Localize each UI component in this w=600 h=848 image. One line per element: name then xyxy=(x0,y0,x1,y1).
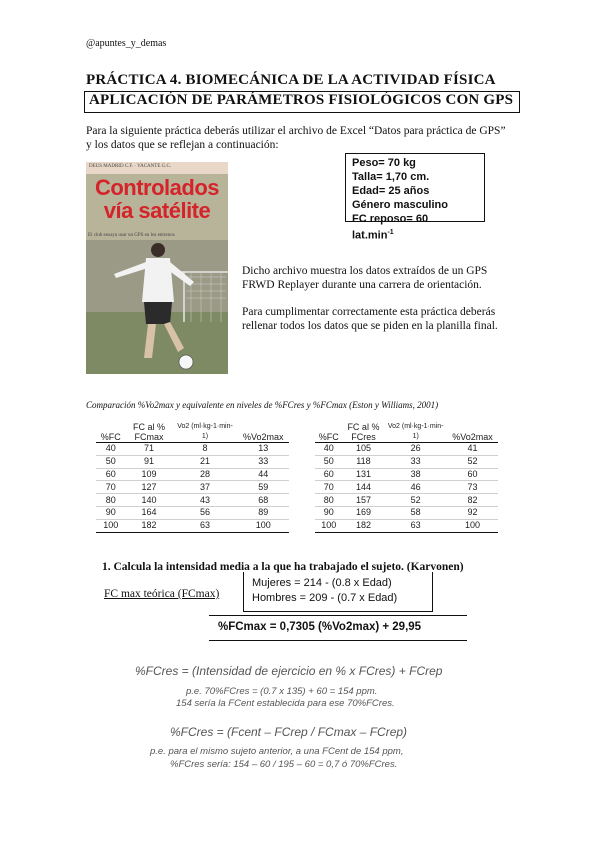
player-illustration xyxy=(86,162,228,374)
fcmax-mujeres: Mujeres = 214 - (0.8 x Edad) xyxy=(252,577,392,589)
table-cell: 100 xyxy=(447,519,498,532)
subject-unit xyxy=(352,226,484,243)
table-cell: 157 xyxy=(342,494,384,507)
table-cell: 90 xyxy=(315,506,342,519)
newspaper-photo xyxy=(86,162,228,374)
table-row xyxy=(96,519,289,532)
table-cell: 70 xyxy=(96,481,126,494)
watermark: @apuntes_y_demas xyxy=(86,38,167,49)
subject-peso: Peso= 70 kg xyxy=(352,157,416,169)
fcmax-formula-box xyxy=(243,572,433,612)
intro-paragraph: Para la siguiente práctica deberás utilizar el archivo de Excel “Datos para práctica de GPS” y los datos que se reflejan a continuación: xyxy=(86,125,506,151)
subject-data-box xyxy=(345,153,485,242)
subject-edad: Edad= 25 años xyxy=(352,185,430,197)
table-cell: 56 xyxy=(173,506,238,519)
question-1: 1. Calcula la intensidad media a la que ha trabajado el sujeto. (Karvonen) xyxy=(102,561,464,573)
table-cell: 82 xyxy=(447,494,498,507)
table-cell: 182 xyxy=(342,519,384,532)
table-cell: 59 xyxy=(238,481,290,494)
subject-fc-reposo: FC reposo= 60 xyxy=(352,213,429,225)
table-cell: 89 xyxy=(238,506,290,519)
formula-fcres: %FCres = (Intensidad de ejercicio en % x FCres) + FCrep xyxy=(135,664,443,678)
table-cell: 41 xyxy=(447,443,498,456)
table-cell: 80 xyxy=(96,494,126,507)
subject-genero: Género masculino xyxy=(352,199,448,211)
table-row xyxy=(315,455,498,468)
table-cell: 43 xyxy=(173,494,238,507)
table-cell: 100 xyxy=(96,519,126,532)
formula-fcmax: %FCmax = 0,7305 (%Vo2max) + 29,95 xyxy=(218,621,422,633)
table-fcres xyxy=(315,418,498,533)
table-cell: 100 xyxy=(238,519,290,532)
col-header: Vo2 (ml·kg-1·min-1) xyxy=(173,418,238,443)
table-cell: 33 xyxy=(238,455,290,468)
table-row xyxy=(315,468,498,481)
paragraph-gps-file: Dicho archivo muestra los datos extraídos de un GPS FRWD Replayer durante una carrera de orientación. xyxy=(242,265,488,291)
table-cell: 50 xyxy=(96,455,126,468)
table-cell: 60 xyxy=(315,468,342,481)
table-cell: 63 xyxy=(384,519,447,532)
table-cell: 13 xyxy=(238,443,290,456)
table-cell: 140 xyxy=(126,494,173,507)
col-header: %FC xyxy=(315,418,342,443)
table-cell: 80 xyxy=(315,494,342,507)
table-cell: 37 xyxy=(173,481,238,494)
table-row xyxy=(96,481,289,494)
table-cell: 38 xyxy=(384,468,447,481)
table-cell: 182 xyxy=(126,519,173,532)
table-cell: 28 xyxy=(173,468,238,481)
subject-talla: Talla= 1,70 cm. xyxy=(352,171,430,183)
table-cell: 60 xyxy=(96,468,126,481)
table-cell: 127 xyxy=(126,481,173,494)
table-cell: 58 xyxy=(384,506,447,519)
photo-subhead: El club ensaya usar un GPS en los entrenos xyxy=(88,233,175,238)
subject-unit-sup: -1 xyxy=(387,229,394,236)
table-row xyxy=(315,494,498,507)
table-row xyxy=(315,519,498,532)
table-cell: 73 xyxy=(447,481,498,494)
table-cell: 71 xyxy=(126,443,173,456)
table-row xyxy=(96,506,289,519)
divider-bottom xyxy=(209,640,467,641)
table-cell: 91 xyxy=(126,455,173,468)
table-cell: 33 xyxy=(384,455,447,468)
example2-line1: p.e. para el mismo sujeto anterior, a una FCent de 154 ppm, xyxy=(150,746,404,757)
table-cell: 109 xyxy=(126,468,173,481)
table-fcmax xyxy=(96,418,289,533)
table-cell: 92 xyxy=(447,506,498,519)
divider-top xyxy=(209,615,467,616)
table-cell: 164 xyxy=(126,506,173,519)
photo-headline-line2: vía satélite xyxy=(103,198,211,223)
table-caption: Comparación %Vo2max y equivalente en niveles de %FCres y %FCmax (Eston y Williams, 2001) xyxy=(86,400,439,410)
example1-line2: 154 sería la FCent establecida para ese 70%FCres. xyxy=(176,698,395,709)
table-cell: 70 xyxy=(315,481,342,494)
table-cell: 68 xyxy=(238,494,290,507)
table-cell: 46 xyxy=(384,481,447,494)
fcmax-label: FC max teórica (FCmax) xyxy=(104,588,220,600)
table-row xyxy=(96,468,289,481)
table-cell: 105 xyxy=(342,443,384,456)
col-header: %FC xyxy=(96,418,126,443)
formula-fcres-2: %FCres = (Fcent – FCrep / FCmax – FCrep) xyxy=(170,725,408,739)
table-cell: 8 xyxy=(173,443,238,456)
table-cell: 44 xyxy=(238,468,290,481)
col-header: FC al % FCmax xyxy=(126,418,173,443)
col-header: %Vo2max xyxy=(238,418,290,443)
page-title: PRÁCTICA 4. BIOMECÁNICA DE LA ACTIVIDAD FÍSICA xyxy=(86,72,496,88)
table-cell: 118 xyxy=(342,455,384,468)
table-cell: 144 xyxy=(342,481,384,494)
table-cell: 40 xyxy=(315,443,342,456)
example1-line1: p.e. 70%FCres = (0.7 x 135) + 60 = 154 ppm. xyxy=(186,686,378,697)
table-cell: 52 xyxy=(384,494,447,507)
table-cell: 131 xyxy=(342,468,384,481)
table-row xyxy=(96,494,289,507)
table-cell: 60 xyxy=(447,468,498,481)
table-cell: 52 xyxy=(447,455,498,468)
table-row xyxy=(96,443,289,456)
table-cell: 63 xyxy=(173,519,238,532)
table-row xyxy=(315,481,498,494)
table-row xyxy=(315,506,498,519)
photo-top-text: DEUS MADRID C.F. · VACANTE G.C. xyxy=(86,162,228,174)
table-cell: 50 xyxy=(315,455,342,468)
table-cell: 90 xyxy=(96,506,126,519)
table-cell: 169 xyxy=(342,506,384,519)
table-cell: 40 xyxy=(96,443,126,456)
table-row xyxy=(96,455,289,468)
col-header: FC al % FCres xyxy=(342,418,384,443)
table-cell: 26 xyxy=(384,443,447,456)
paragraph-instructions: Para cumplimentar correctamente esta práctica deberás rellenar todos los datos que se piden en la planilla final. xyxy=(242,306,498,332)
page-subtitle: APLICACIÓN DE PARÁMETROS FISIOLÓGICOS CON GPS xyxy=(89,92,514,108)
photo-headline-line1: Controlados xyxy=(94,175,220,200)
subject-unit-base: lat.min xyxy=(352,229,388,242)
example2-line2: %FCres sería: 154 – 60 / 195 – 60 = 0,7 ó 70%FCres. xyxy=(170,759,398,770)
col-header: %Vo2max xyxy=(447,418,498,443)
table-cell: 21 xyxy=(173,455,238,468)
table-row xyxy=(315,443,498,456)
col-header: Vo2 (ml·kg-1·min-1) xyxy=(384,418,447,443)
fcmax-hombres: Hombres = 209 - (0.7 x Edad) xyxy=(252,592,398,604)
table-cell: 100 xyxy=(315,519,342,532)
